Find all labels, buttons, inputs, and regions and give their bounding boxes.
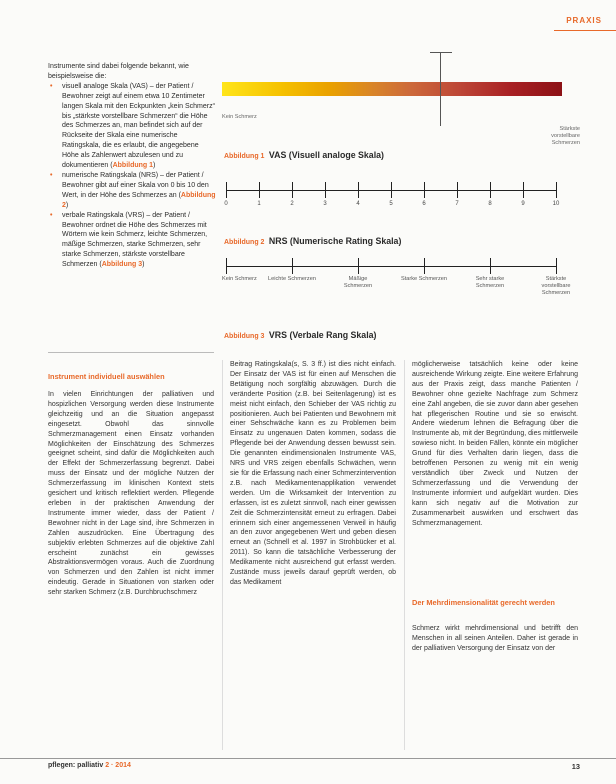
nrs-tick (490, 182, 491, 198)
column-divider (404, 360, 405, 750)
figure-link[interactable]: Abbildung 1 (112, 162, 154, 170)
figure-caption-vrs (224, 330, 376, 340)
nrs-tick-label: 8 (488, 201, 492, 207)
vas-gradient-bar (222, 82, 562, 96)
vrs-tick (490, 258, 491, 274)
figure-number: Abbildung 2 (224, 239, 265, 246)
list-item-tail: ) (153, 162, 156, 170)
vrs-tick (292, 258, 293, 274)
nrs-tick-label: 0 (224, 201, 228, 207)
list-item-text: verbale Ratingskala (VRS) – der Patient / Bewohner ordnet die Höhe des Schmerzes mit Wörtern wie kein Schmerz, leichte Schmerzen, mäßige Schmerzen, starke Schmerzen, sehr starke Schmerzen, stärkste vorstellbare Schmerzen ( (62, 211, 208, 269)
scale-list (48, 82, 216, 270)
vrs-tick-label: Kein Schmerz (222, 276, 257, 282)
vas-marker-cap (430, 52, 452, 53)
body-column-3-continued: Schmerz wirkt mehrdimensional und betrifft den Menschen in all seinen Anteilen. Daher ist gerade in der palliativen Versorgung der Einsatz von der (412, 625, 578, 652)
issue-number: 2 · 2014 (105, 762, 131, 769)
nrs-tick-label: 10 (552, 201, 560, 207)
nrs-tick-label: 4 (356, 201, 360, 207)
vrs-tick (358, 258, 359, 274)
nrs-tick (259, 182, 260, 198)
nrs-tick-label: 1 (257, 201, 261, 207)
list-item-vrs (48, 211, 216, 270)
list-item-tail: ) (65, 201, 69, 209)
nrs-tick (523, 182, 524, 198)
list-item-tail: ) (142, 261, 145, 269)
column-divider (222, 360, 223, 750)
list-item-text: numerische Ratingskala (NRS) – der Patient / Bewohner gibt auf einer Skala von 0 bis 10 den Wert, in der Höhe des Schmerzes an ( (62, 171, 209, 199)
nrs-tick-label: 6 (422, 201, 426, 207)
figure-link[interactable]: Abbildung 3 (101, 261, 143, 269)
body-column-3: möglicherweise tatsächlich keine oder keine ausreichende Wirkung zeigte. Eine weitere Erfahrung aus der Praxis zeigt, dass manche Patienten / Bewohner ohne gezielte Nachfrage zum Schmerz eine Zahl angeben, die sie zuvor dann aber gesehen hat pflegerischen Routine und sie so erwischt. Andere wiederum lehnen die Befragung über die Instrumente ab, mit der Begründung, dies mittlerweile sowieso nicht. In beiden Fällen, könnte ein möglicher Grund für dies Verhalten darin liegen, dass die betroffenen Personen zu wenig mit ein wenig verständlich über Zweck und Nutzen der Schmerzerfassung und die Verwendung der Instrumente informiert und aufgeklärt wurden. Dies kann sich negativ auf die Motivation zur Zusammenarbeit auswirken und erschwert das Schmerzmanagement. (412, 361, 578, 527)
figure-link[interactable]: Abbildung 2 (62, 191, 216, 209)
vrs-tick (424, 258, 425, 274)
figure-title: VRS (Verbale Rang Skala) (268, 330, 377, 340)
body-column-2: Beitrag Ratingskala(s, S. 3 ff.) ist dies nicht einfach. Der Einsatz der VAS ist für einen auf Menschen die Betätigung noch sorgfältig abzuwägen. Durch die veränderte Position (z.B. bei Seitenlagerung) ist es meist nicht einfach, den Schieber der VAS richtig zu positionieren. Auch bei Patienten und Bewohnern mit einer Sehschwäche kann es zu Problemen beim Einsatz zu ungenauen Daten kommen, sodass die Pflegende bei der Anwendung dessen bewusst sein. Die genannten eindimensionalen Instrumente VAS, NRS und VRS zeigen ebenfalls Schwächen, wenn sie für die Erfassung nach einer Schmerzintervention z.B. nach Medikamentenapplikation verwendet werden. Um die Wirksamkeit der Intervention zu erfassen, ist es zuletzt sinnvoll, nach einer gewissen Zeit die Schmerzintensität erneut zu erfragen. Dabei erinnern sich einer angemessenen Verweil in häufig an den zuvor angegebenen Wert und geben diesen erneut an (Schnell et al. 1997 in Strohbücker et al. 2011). So kann die tatsächliche Verbesserung der Medikamente nicht ausreichend gut erfasst werden. Zustände muss jeweils darauf geprüft werden, ob das Medikament (230, 361, 396, 586)
nrs-tick (292, 182, 293, 198)
figure-number: Abbildung 1 (224, 153, 265, 160)
section-heading: Der Mehrdimensionalität gerecht werden (412, 598, 555, 607)
nrs-tick (226, 182, 227, 198)
section-rule (48, 352, 214, 353)
list-item-vas (48, 82, 216, 171)
figure-number: Abbildung 3 (224, 333, 265, 340)
nrs-tick-label: 2 (290, 201, 294, 207)
figure-title: NRS (Numerische Rating Skala) (268, 236, 402, 246)
footer-rule (0, 758, 616, 759)
nrs-tick (424, 182, 425, 198)
vrs-scale-line (226, 266, 556, 267)
nrs-tick-label: 7 (455, 201, 459, 207)
nrs-tick (358, 182, 359, 198)
vas-label-left: Kein Schmerz (222, 114, 257, 120)
list-column (48, 62, 216, 270)
nrs-tick-label: 9 (521, 201, 525, 207)
vrs-tick (226, 258, 227, 274)
nrs-tick (457, 182, 458, 198)
footer-journal (48, 762, 131, 769)
nrs-tick (325, 182, 326, 198)
page-number: 13 (571, 762, 580, 771)
list-item-nrs (48, 171, 216, 211)
body-column-1: In vielen Einrichtungen der palliativen und hospizlichen Versorgung werden diese Instrumente gleichzeitig und an die Situation angepasst eingesetzt. Obwohl das sinnvolle Schmerzmanagement einen Einsatz vorhanden Möglichkeiten der Einschätzung des Schmerzes geeignet scheint, sind dafür die Möglichkeiten auch der Effekt der Schmerzerfassung begrenzt. Dabei muss der Einsatz und der mögliche Nutzen der Schmerzerfassung im klinischen Kontext stets gesichert und kritisch reflektiert werden. Pflegende erleben in der praktischen Anwendung der Instrumente immer wieder, dass der Patient / Bewohner nicht in der Lage sind, ihre Schmerzen in Zahlen auszudrücken. Eine Übertragung des subjektiv erlebten Schmerzes auf die objektive Zahl erscheint zunächst ein gewisses Abstraktionsvermögen voraus. Auch die Zuordnung von Schmerzen und den Zahlen ist nicht immer eindeutig. Gerade in Situationen von starken oder sehr starken Schmerz (z.B. Durchbruchschmerz (48, 391, 214, 597)
nrs-tick-label: 3 (323, 201, 327, 207)
figure-caption-nrs (224, 236, 401, 246)
vas-label-right: Stärkste vorstellbare Schmerzen (551, 126, 580, 146)
vas-marker[interactable] (440, 52, 441, 126)
figure-title: VAS (Visuell analoge Skala) (268, 150, 384, 160)
nrs-tick (556, 182, 557, 198)
header-rule (554, 30, 616, 31)
vrs-tick-label: Mäßige Schmerzen (343, 276, 373, 289)
section-label: PRAXIS (566, 16, 602, 25)
vrs-tick-label: Starke Schmerzen (400, 276, 447, 282)
vrs-tick (556, 258, 557, 274)
vrs-tick-label: Stärkste vorstellbare Schmerzen (541, 276, 571, 296)
vrs-tick-label: Leichte Schmerzen (268, 276, 316, 282)
vrs-tick-label: Sehr starke Schmerzen (475, 276, 505, 289)
section-heading: Instrument individuell auswählen (48, 372, 165, 381)
journal-name: pflegen: palliativ (48, 762, 104, 769)
figure-caption-vas (224, 150, 384, 160)
nrs-tick (391, 182, 392, 198)
list-intro: Instrumente sind dabei folgende bekannt, wie beispielsweise die: (48, 63, 189, 80)
nrs-tick-label: 5 (389, 201, 393, 207)
list-item-text: visuell analoge Skala (VAS) – der Patient / Bewohner zeigt auf einem etwa 10 Zentimeter langen Skala mit den Eckpunkten „kein Schmerz“ bis „stärkste vorstellbare Schmerzen“ die Höhe des Schmerzes an, man befindet sich auf der Rückseite der Skala eine numerische Ratingskala, die es erlaubt, die angegebene Höhe als Zahlenwert abzulesen und zu dokumentieren ( (62, 82, 215, 170)
